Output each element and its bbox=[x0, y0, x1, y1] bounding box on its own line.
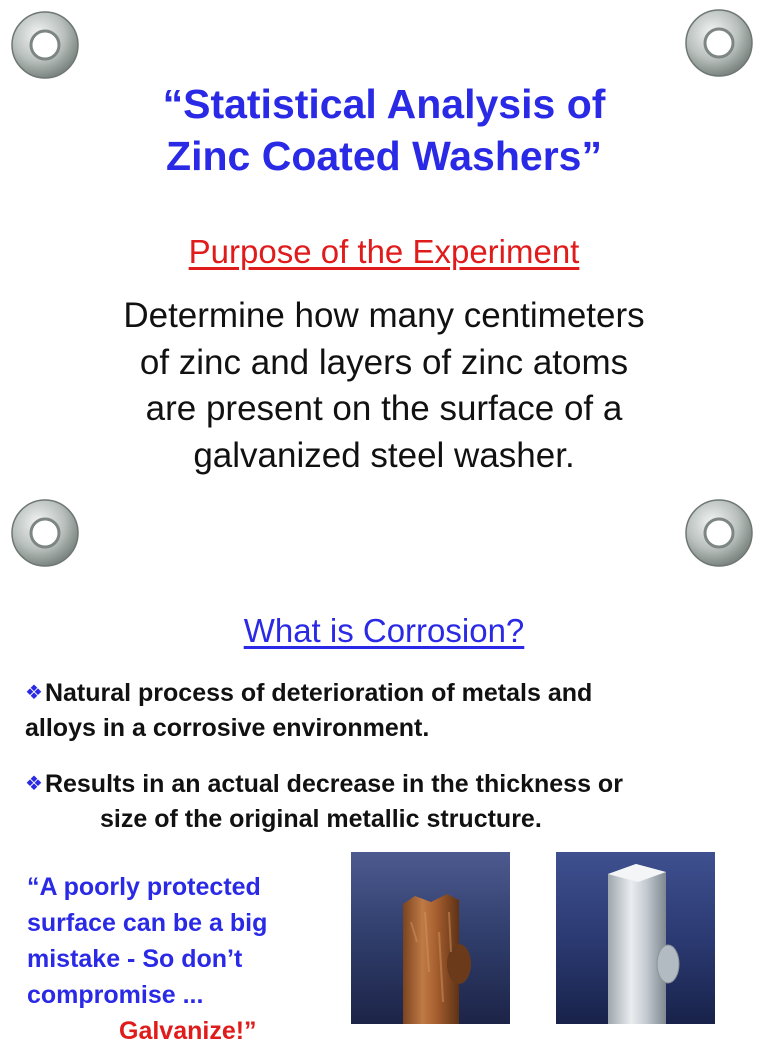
bullet-text: Natural process of deterioration of metals and bbox=[44, 679, 593, 707]
corrosion-heading: What is Corrosion? bbox=[243, 612, 525, 649]
page-title bbox=[0, 78, 768, 182]
bullet-line-continuation: alloys in a corrosive environment. bbox=[25, 714, 430, 742]
quote-block bbox=[27, 869, 347, 1049]
purpose-line: Determine how many centimeters bbox=[123, 296, 645, 335]
washer-icon bbox=[9, 497, 81, 569]
bullet-text: Results in an actual decrease in the thickness or bbox=[44, 770, 623, 798]
galvanized-pipe-photo bbox=[556, 852, 715, 1024]
purpose-description bbox=[0, 293, 768, 479]
bullet-item bbox=[25, 676, 755, 746]
quote-line: mistake - So don’t bbox=[27, 945, 243, 973]
purpose-line: of zinc and layers of zinc atoms bbox=[139, 342, 629, 382]
quote-line: “A poorly protected bbox=[27, 873, 261, 901]
diamond-bullet-icon: ❖ bbox=[25, 773, 43, 795]
rusted-pipe-photo bbox=[351, 852, 510, 1024]
diamond-bullet-icon: ❖ bbox=[25, 682, 43, 704]
bullet-line-continuation: size of the original metallic structure. bbox=[100, 805, 542, 833]
quote-line: surface can be a big bbox=[27, 909, 268, 937]
bullet-item bbox=[25, 767, 755, 837]
washer-icon bbox=[683, 497, 755, 569]
quote-line: compromise ... bbox=[27, 981, 204, 1009]
purpose-line: galvanized steel washer. bbox=[193, 435, 575, 475]
title-line-2: Zinc Coated Washers” bbox=[166, 133, 602, 179]
title-line-1: “Statistical Analysis of bbox=[162, 81, 606, 127]
bullet-line bbox=[25, 676, 755, 711]
purpose-line: are present on the surface of a bbox=[145, 389, 623, 428]
bullet-line bbox=[25, 767, 755, 802]
washer-icon bbox=[9, 9, 81, 81]
quote-tail: Galvanize!” bbox=[119, 1017, 257, 1045]
washer-icon bbox=[683, 7, 755, 79]
purpose-heading: Purpose of the Experiment bbox=[188, 233, 580, 270]
